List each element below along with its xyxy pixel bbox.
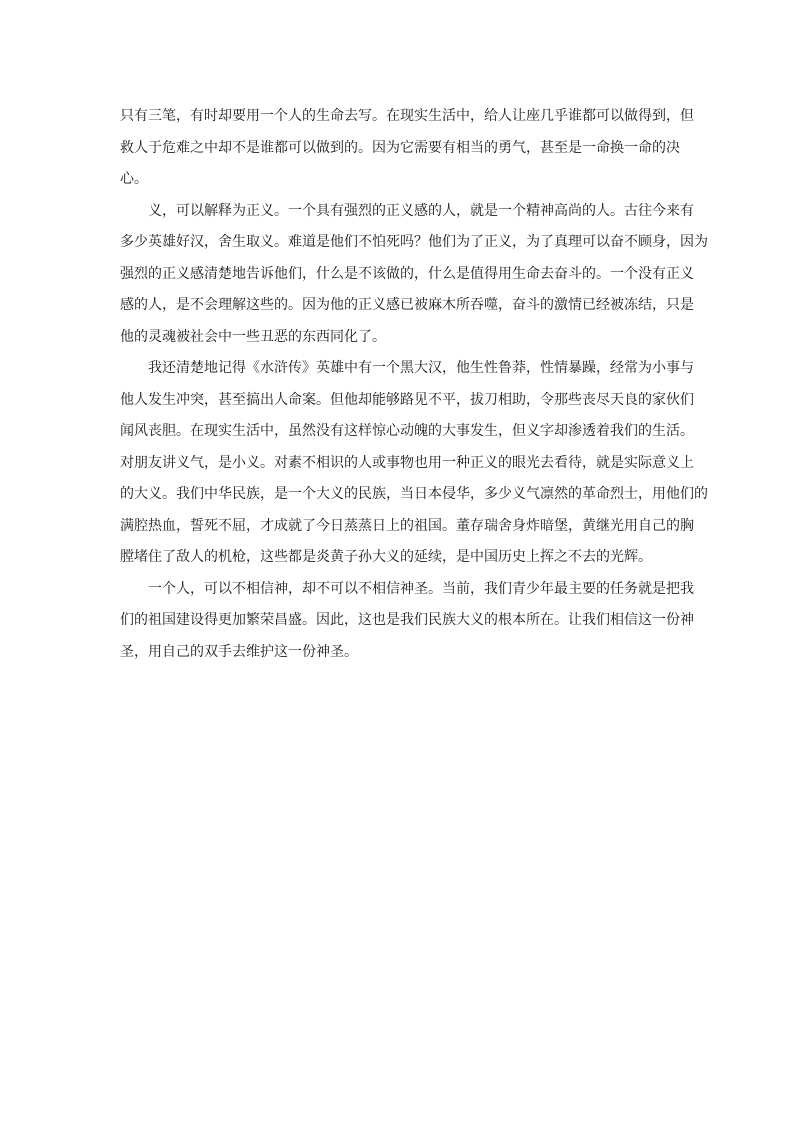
paragraph-4: [120, 574, 694, 669]
paragraph-3: [120, 353, 708, 574]
text-line: 只有三笔，有时却要用一个人的生命去写。在现实生活中，给人让座几乎谁都可以做得到，但: [120, 108, 694, 124]
text-line: 膛堵住了敌人的机枪，这些都是炎黄子孙大义的延续，是中国历史上挥之不去的光辉。: [120, 549, 652, 565]
paragraph-2: [120, 196, 708, 354]
text-line: 对朋友讲义气，是小义。对素不相识的人或事物也用一种正义的眼光去看待，就是实际意义上: [120, 454, 694, 471]
text-line: 满腔热血，誓死不屈，才成就了今日蒸蒸日上的祖国。董存瑞舍身炸暗堡，黄继光用自己的胸: [120, 517, 694, 534]
text-line: 心。: [120, 171, 148, 187]
text-line: 救人于危难之中却不是谁都可以做到的。因为它需要有相当的勇气，甚至是一命换一命的决: [120, 139, 680, 156]
text-line: 义，可以解释为正义。一个具有强烈的正义感的人，就是一个精神高尚的人。古往今来有: [148, 202, 694, 219]
text-line: 们的祖国建设得更加繁荣昌盛。因此，这也是我们民族大义的根本所在。让我们相信这一份神: [120, 612, 694, 628]
text-line: 闻风丧胆。在现实生活中，虽然没有这样惊心动魄的大事发生，但义字却渗透着我们的生活。: [120, 423, 694, 439]
text-line: 一个人，可以不相信神，却不可以不相信神圣。当前，我们青少年最主要的任务就是把我: [148, 580, 694, 597]
text-line: 强烈的正义感清楚地告诉他们，什么是不该做的，什么是值得用生命去奋斗的。一个没有正义: [120, 265, 694, 282]
text-line: 他人发生冲突，甚至搞出人命案。但他却能够路见不平，拔刀相助，令那些丧尽天良的家伙们: [120, 391, 694, 408]
text-line: 我还清楚地记得《水浒传》英雄中有一个黑大汉，他生性鲁莽，性情暴躁，经常为小事与: [148, 360, 694, 376]
text-line: 圣，用自己的双手去维护这一份神圣。: [120, 643, 358, 660]
paragraph-1: [120, 101, 694, 196]
essay-body: [120, 101, 708, 668]
text-line: 多少英雄好汉，舍生取义。难道是他们不怕死吗？他们为了正义，为了真理可以奋不顾身，因为: [120, 234, 708, 250]
text-line: 的大义。我们中华民族，是一个大义的民族，当日本侵华，多少义气凛然的革命烈士，用他们的: [120, 486, 708, 502]
text-line: 他的灵魂被社会中一些丑恶的东西同化了。: [120, 328, 386, 345]
text-line: 感的人，是不会理解这些的。因为他的正义感已被麻木所吞噬，奋斗的激情已经被冻结，只是: [120, 297, 694, 313]
